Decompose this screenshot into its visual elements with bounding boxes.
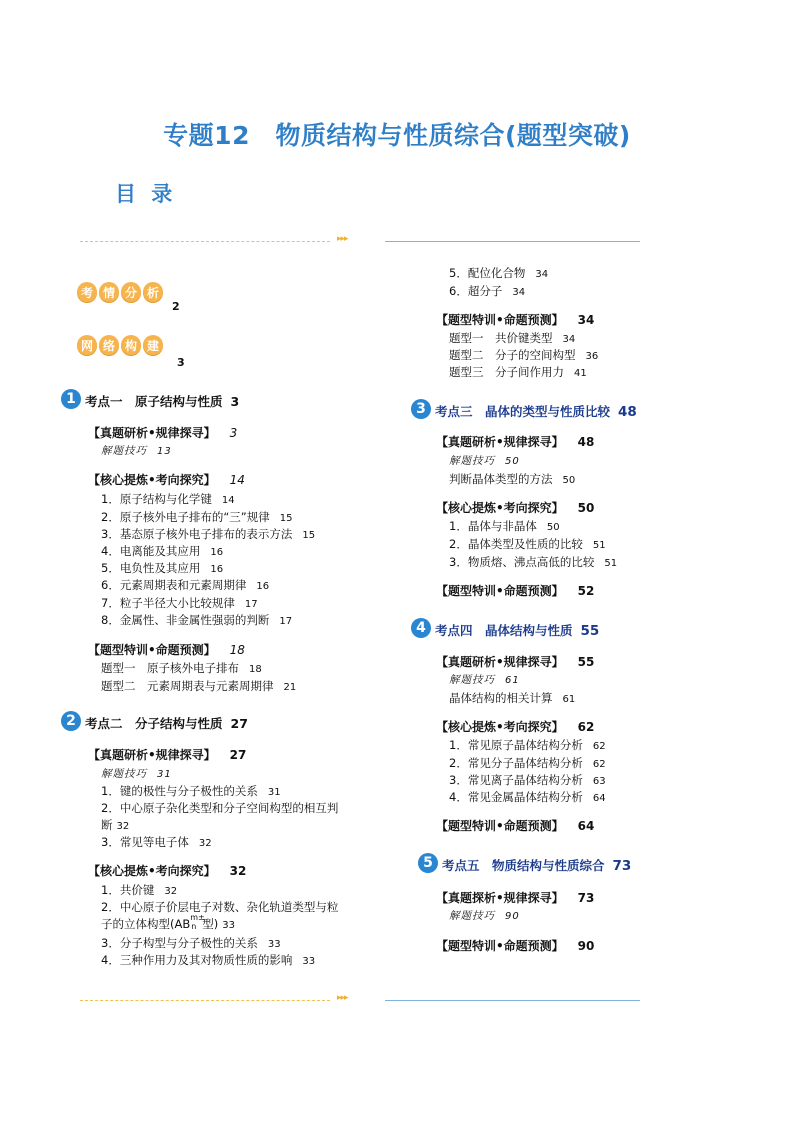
toc-entry-kp5[interactable]: 考点五 物质结构与性质综合 73 (442, 858, 632, 874)
toc-item[interactable]: 6．超分子 34 (449, 284, 526, 298)
toc-item[interactable]: 2．中心原子杂化类型和分子空间构型的相互判 (101, 801, 339, 815)
toc-item[interactable]: 7．粒子半径大小比较规律 17 (101, 596, 258, 610)
toc-item[interactable]: 断 32 (101, 818, 130, 832)
page-title: 专题12 物质结构与性质综合(题型突破) (163, 121, 631, 150)
toc-item[interactable]: 5．配位化合物 34 (449, 266, 549, 280)
toc-item[interactable]: 6．元素周期表和元素周期律 16 (101, 578, 270, 592)
kp3-number-icon: 3 (411, 399, 431, 419)
toc-section[interactable]: 【真题研析•规律探寻】 27 (88, 748, 247, 762)
toc-item[interactable]: 8．金属性、非金属性强弱的判断 17 (101, 613, 293, 627)
toc-item[interactable]: 1．共价键 32 (101, 883, 178, 897)
toc-item[interactable]: 解题技巧 90 (449, 910, 520, 922)
toc-entry-kp1[interactable]: 考点一 原子结构与性质 3 (85, 394, 240, 409)
bottom-divider: ▸▸▸ (80, 996, 640, 1006)
toc-item[interactable]: 题型二 元素周期表与元素周期律 21 (101, 679, 297, 693)
toc-item[interactable]: 解题技巧 13 (101, 445, 172, 457)
toc-section[interactable]: 【题型特训•命题预测】 18 (88, 643, 245, 657)
toc-item[interactable]: 3．常见离子晶体结构分析 63 (449, 773, 606, 787)
toc-item[interactable]: 2．原子核外电子排布的“三”规律 15 (101, 510, 293, 524)
toc-section[interactable]: 【题型特训•命题预测】 34 (436, 313, 595, 327)
badge-exam-analysis-page: 2 (172, 300, 180, 313)
toc-item[interactable]: 解题技巧 61 (449, 674, 520, 686)
toc-item[interactable]: 1．晶体与非晶体 50 (449, 519, 560, 533)
toc-entry-kp3[interactable]: 考点三 晶体的类型与性质比较 48 (435, 404, 637, 420)
toc-item[interactable]: 3．分子构型与分子极性的关系 33 (101, 936, 281, 950)
toc-item[interactable]: 4．电离能及其应用 16 (101, 544, 224, 558)
toc-section[interactable]: 【核心提炼•考向探究】 32 (88, 864, 247, 878)
toc-item[interactable]: 4．三种作用力及其对物质性质的影响 33 (101, 953, 316, 967)
toc-item[interactable]: 解题技巧 31 (101, 768, 172, 780)
toc-item[interactable]: 4．常见金属晶体结构分析 64 (449, 790, 606, 804)
toc-item[interactable]: 子的立体构型(AB m± n 型) 33 (101, 913, 235, 931)
top-divider: ▸▸▸ (80, 237, 640, 247)
kp5-number-icon: 5 (418, 853, 438, 873)
toc-section[interactable]: 【真题研析•规律探寻】 48 (436, 435, 595, 449)
toc-item[interactable]: 3．基态原子核外电子排布的表示方法 15 (101, 527, 316, 541)
toc-item[interactable]: 5．电负性及其应用 16 (101, 561, 224, 575)
badge-network-build[interactable]: 网 络 构 建 (77, 335, 163, 355)
toc-item[interactable]: 题型三 分子间作用力 41 (449, 365, 587, 379)
toc-item[interactable]: 晶体结构的相关计算 61 (449, 691, 576, 705)
toc-item[interactable]: 题型二 分子的空间构型 36 (449, 348, 599, 362)
toc-item[interactable]: 题型一 原子核外电子排布 18 (101, 661, 262, 675)
toc-item[interactable]: 1．原子结构与化学键 14 (101, 492, 235, 506)
kp4-number-icon: 4 (411, 618, 431, 638)
kp2-number-icon: 2 (61, 711, 81, 731)
toc-section[interactable]: 【核心提炼•考向探究】 50 (436, 501, 595, 515)
toc-section[interactable]: 【题型特训•命题预测】 52 (436, 584, 595, 598)
toc-item[interactable]: 1．键的极性与分子极性的关系 31 (101, 784, 281, 798)
toc-item[interactable]: 3．常见等电子体 32 (101, 835, 212, 849)
kp1-number-icon: 1 (61, 389, 81, 409)
toc-item[interactable]: 题型一 共价键类型 34 (449, 331, 576, 345)
toc-section[interactable]: 【核心提炼•考向探究】 14 (88, 473, 245, 487)
toc-section[interactable]: 【真题研析•规律探寻】 55 (436, 655, 595, 669)
toc-item[interactable]: 3．物质熔、沸点高低的比较 51 (449, 555, 618, 569)
toc-item[interactable]: 解题技巧 50 (449, 455, 520, 467)
toc-section[interactable]: 【题型特训•命题预测】 64 (436, 819, 595, 833)
toc-heading: 目 录 (115, 182, 177, 206)
toc-section[interactable]: 【真题研析•规律探寻】 3 (88, 426, 238, 440)
toc-section[interactable]: 【核心提炼•考向探究】 62 (436, 720, 595, 734)
toc-item[interactable]: 2．中心原子价层电子对数、杂化轨道类型与粒 (101, 900, 339, 914)
toc-item[interactable]: 2．晶体类型及性质的比较 51 (449, 537, 606, 551)
toc-item[interactable]: 判断晶体类型的方法 50 (449, 472, 576, 486)
toc-item[interactable]: 1．常见原子晶体结构分析 62 (449, 738, 606, 752)
toc-item[interactable]: 2．常见分子晶体结构分析 62 (449, 756, 606, 770)
badge-network-build-page: 3 (177, 356, 185, 369)
badge-exam-analysis[interactable]: 考 情 分 析 (77, 282, 163, 302)
toc-section[interactable]: 【真题探析•规律探寻】 73 (436, 891, 595, 905)
toc-section[interactable]: 【题型特训•命题预测】 90 (436, 939, 595, 953)
toc-entry-kp2[interactable]: 考点二 分子结构与性质 27 (85, 716, 248, 731)
toc-entry-kp4[interactable]: 考点四 晶体结构与性质 55 (435, 623, 600, 639)
